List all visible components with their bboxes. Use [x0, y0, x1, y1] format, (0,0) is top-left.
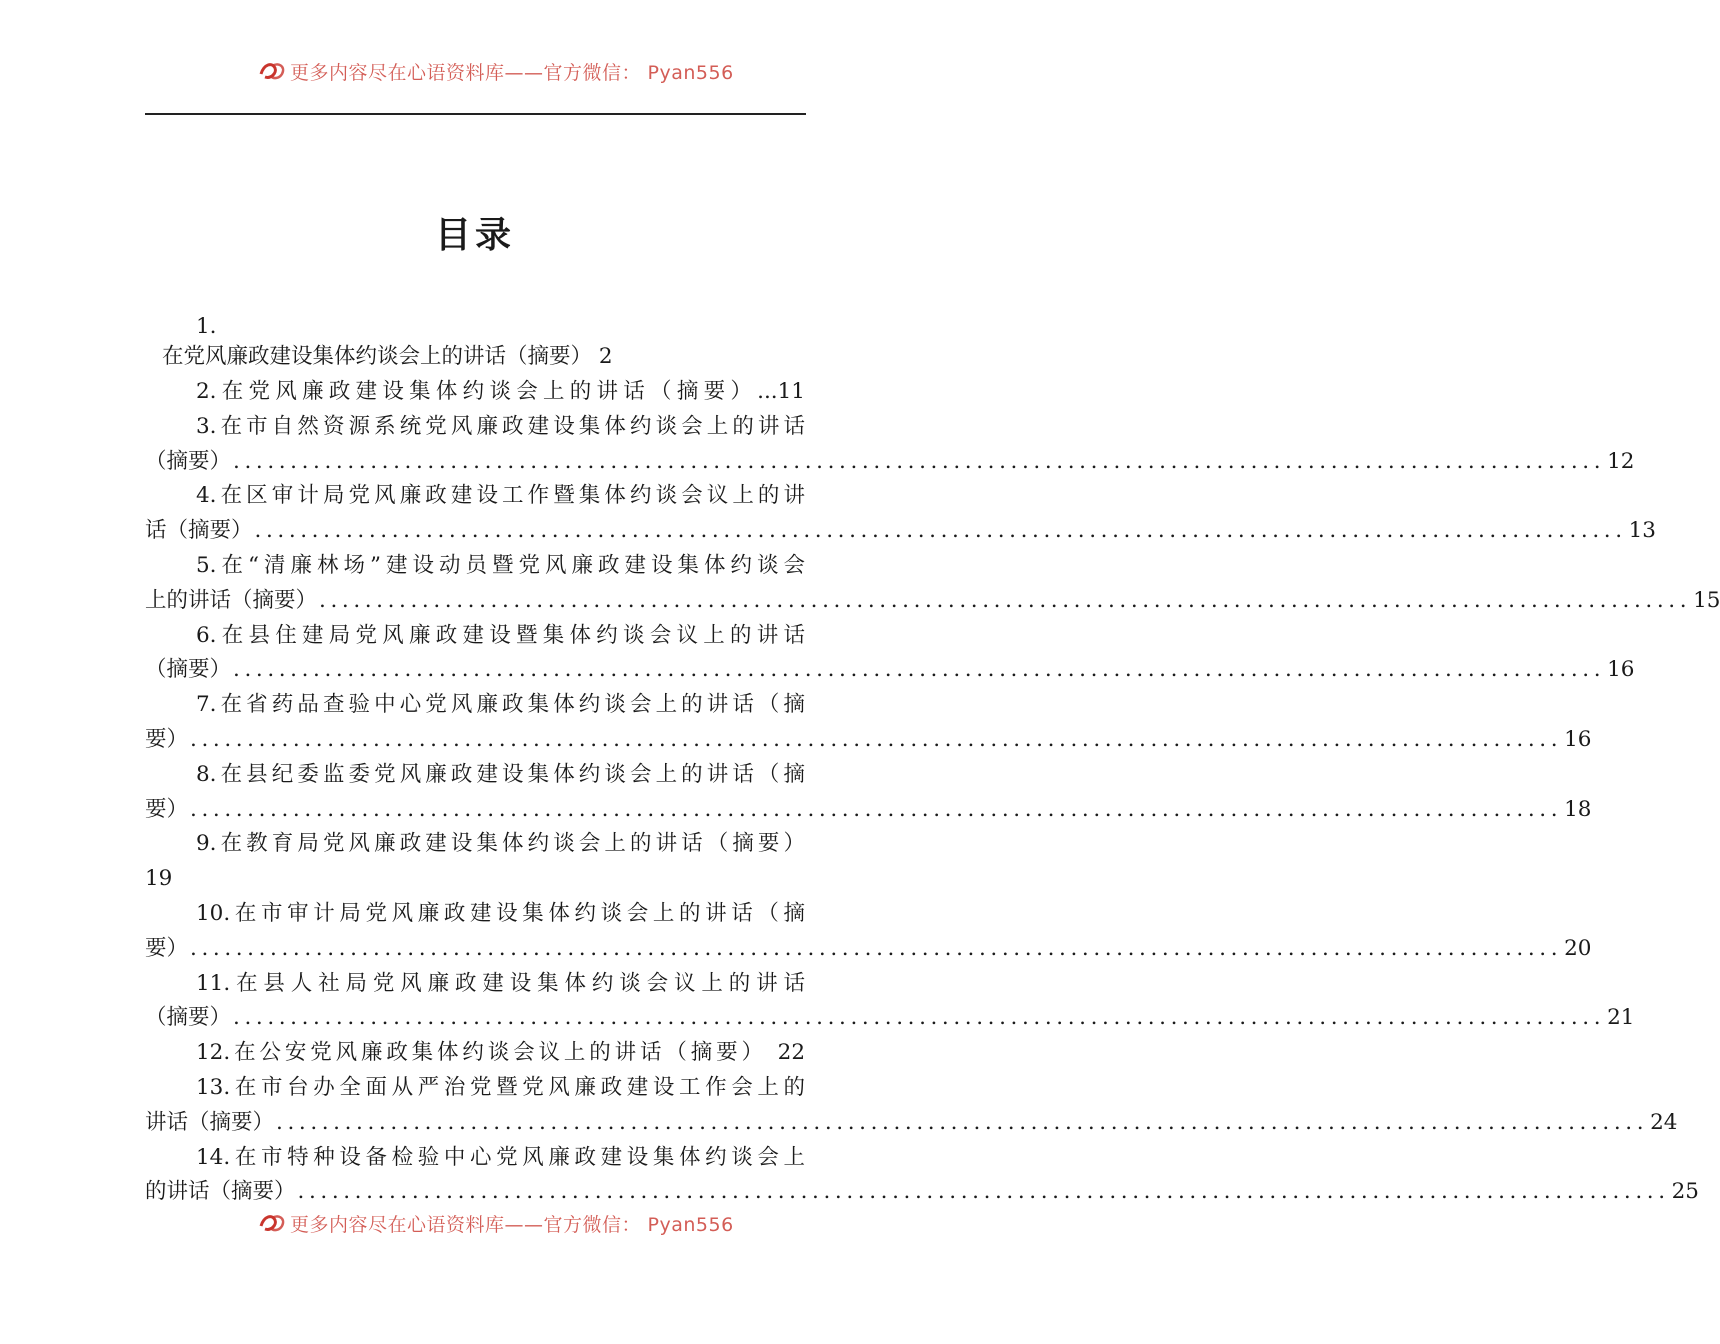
- toc-leader-dots: ........................................................................................................................: [276, 1109, 1649, 1135]
- toc-entry-line2: 要）: [145, 796, 189, 822]
- toc-entry-line2: 要）: [145, 935, 189, 961]
- header-banner: [0, 56, 950, 86]
- toc-entry-line1: 7.在省药品查验中心党风廉政集体约谈会上的讲话（摘: [196, 692, 805, 718]
- toc-entry-line2: 的讲话（摘要）: [145, 1179, 296, 1205]
- toc-page-number: 20: [1564, 935, 1592, 961]
- toc-entry-line2: （摘要）: [145, 448, 232, 474]
- header-rule: [145, 113, 806, 115]
- toc-leader-dots: ........................................................................................................................: [319, 587, 1692, 613]
- toc-page-number: 21: [1607, 1005, 1635, 1031]
- toc-entry-line2: 19: [145, 866, 173, 892]
- toc-entry-line1: 4.在区审计局党风廉政建设工作暨集体约谈会议上的讲: [196, 483, 805, 509]
- toc-entry-line2: （摘要）: [145, 657, 232, 683]
- banner-text: 更多内容尽在心语资料库——官方微信： Pyan556: [290, 1214, 734, 1236]
- toc-entry-line1: 12.在公安党风廉政集体约谈会议上的讲话（摘要） 22: [196, 1040, 805, 1066]
- toc-entry-line1: 10.在市审计局党风廉政建设集体约谈会上的讲话（摘: [196, 901, 805, 926]
- banner-text: 更多内容尽在心语资料库——官方微信： Pyan556: [290, 62, 734, 84]
- toc-entry-line1: 6.在县住建局党风廉政建设暨集体约谈会议上的讲话: [196, 622, 805, 648]
- toc-page-number: 16: [1607, 657, 1635, 683]
- toc-entry-line1: 14.在市特种设备检验中心党风廉政建设集体约谈会上: [196, 1144, 805, 1170]
- toc-entry-line2: 上的讲话（摘要）: [145, 587, 318, 613]
- toc-leader-dots: ........................................................................................................................: [254, 518, 1627, 544]
- toc-leader-dots: ........................................................................................................................: [190, 727, 1563, 752]
- toc-page-number: 18: [1564, 796, 1592, 822]
- toc-entry-line1: 5.在“清廉林场”建设动员暨党风廉政建设集体约谈会: [196, 553, 805, 578]
- brand-logo-icon: [258, 1212, 288, 1234]
- toc-page-number: 16: [1564, 727, 1592, 752]
- toc-leader-dots: ........................................................................................................................: [233, 1005, 1606, 1031]
- toc-page-number: 25: [1671, 1179, 1699, 1205]
- footer-banner: [0, 1208, 950, 1238]
- brand-logo-icon: [258, 60, 288, 82]
- toc-entry-line1: 11.在县人社局党风廉政建设集体约谈会议上的讲话: [196, 970, 805, 996]
- toc-entry-line2: 讲话（摘要）: [145, 1109, 275, 1135]
- toc-entry-line1: 2.在党风廉政建设集体约谈会上的讲话（摘要）...11: [196, 379, 805, 404]
- toc-page-number: 12: [1607, 448, 1635, 474]
- toc-leader-dots: ........................................................................................................................: [297, 1179, 1670, 1205]
- toc-entry-line1: 13.在市台办全面从严治党暨党风廉政建设工作会上的: [196, 1075, 805, 1100]
- toc-leader-dots: ........................................................................................................................: [233, 657, 1606, 683]
- toc-entry-line2: （摘要）: [145, 1005, 232, 1031]
- toc-entry-line1: 8.在县纪委监委党风廉政建设集体约谈会上的讲话（摘: [196, 761, 805, 787]
- toc-leader-dots: ........................................................................................................................: [233, 448, 1606, 474]
- toc-leader-dots: ........................................................................................................................: [190, 796, 1563, 822]
- toc-page-number: 24: [1650, 1109, 1678, 1135]
- toc-entry-line2: 要）: [145, 727, 189, 752]
- toc-entry-line1: 9.在教育局党风廉政建设集体约谈会上的讲话（摘要）: [196, 831, 805, 857]
- toc-entry-1[interactable]: 在党风廉政建设集体约谈会上的讲话（摘要） 2: [162, 344, 613, 369]
- toc-page-number: 15: [1693, 587, 1720, 613]
- toc-entry-line1: 3.在市自然资源系统党风廉政建设集体约谈会上的讲话: [196, 413, 805, 439]
- page-title: 目录: [434, 215, 515, 256]
- toc-entry-line2: 话（摘要）: [145, 518, 253, 544]
- toc-leader-dots: ........................................................................................................................: [190, 935, 1563, 961]
- toc-entry-1-number[interactable]: 1.: [196, 314, 217, 339]
- toc-page-number: 13: [1628, 518, 1656, 544]
